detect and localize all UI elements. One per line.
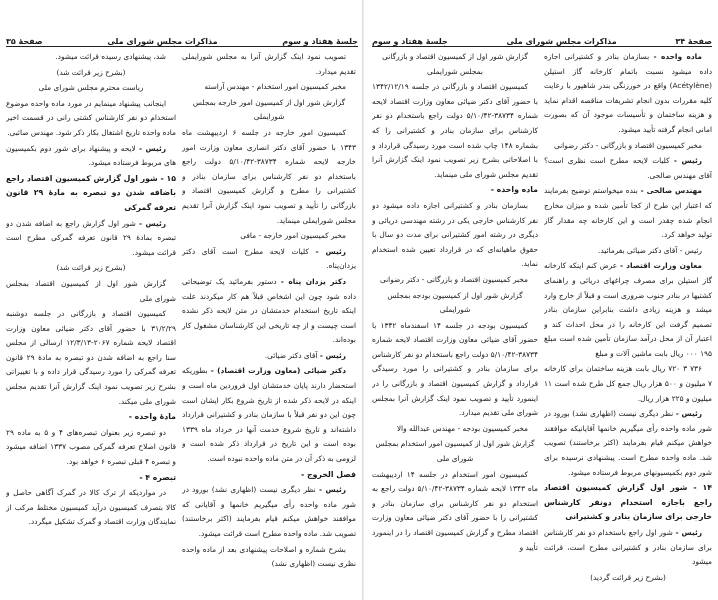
- speech-text: نظر دیگری نیست (اظهاری نشد) بورود در شور ماده واحده رأی میگیریم خانمها و آقایانی که موافقند خواهش میکنم قیام بفرمایند (اکثر برخاستند) تصویب شد. ماده واحده مطرح است قرائت میشود.: [182, 485, 356, 538]
- speech-text: کلیات لایحه مطرح است آقای دکتر یزدان‌پناه.: [182, 246, 356, 271]
- paragraph: (بشرح زیر قرائت شد): [56, 67, 126, 77]
- session-label: جلسهٔ هفتاد و سوم: [282, 37, 358, 46]
- paragraph: گزارش شور اول از کمیسیون امور استخدام بمجلس شورای ملی: [375, 439, 535, 464]
- section-heading: مادهٔ واحده -: [128, 412, 176, 422]
- speaker-name: معاون وزارت اقتصاد -: [620, 261, 702, 271]
- paragraph: [182, 245, 356, 274]
- speech-text: بسازمان بنادر و کشتیرانی اجازه داده میشود نسبت باتمام کارخانه گاز استیلن (Acétylène) واقع در خورزنگی بندر شاهپور با رعایت کلیه مقررات بدون انجام تشریفات مناقصه اقدام نماید و هزینه ساختمان و تأسیسات موجود آن که بصورت امانی انجام گرفته تأیید میشود.: [544, 52, 712, 134]
- paragraph: [182, 275, 356, 348]
- section-heading: فصل الخروج -: [301, 469, 356, 479]
- publication-title: مذاکرات مجلس شورای ملی: [506, 37, 617, 46]
- section-heading: ماده واحده -: [490, 185, 538, 195]
- speaker-name: دکتر ضیائی (معاون وزارت اقتصاد) -: [210, 366, 346, 376]
- paragraph: کمیسیون امور خارجه در جلسه ۶ اردیبهشت ماه ۱۳۴۳ با حضور آقای دکتر انصاری معاون وزارت امور خارجه لایحه شماره ۳۸۷۳۴-۵/۱۰/۴۲ دولت راجع باستخدام دو نفر کارشناس برای سازمان بنادر و کشتیرانی را مطرح و گزارش کمیسیون اقتصاد و بازرگانی را تأیید و تصویب نمود اینک گزارش آنرا تقدیم مجلس شورایملی مینماید.: [182, 127, 356, 225]
- page-number: صفحهٔ ۳۴: [675, 37, 712, 46]
- section-heading: ۱۵ - شور اول گزارش کمیسیون اقتصاد راجع باضافه شدن دو تبصره به مادهٔ ۲۹ قانون تعرفه گمرکی: [6, 173, 176, 212]
- paragraph: بشرح شماره و اصلاحات پیشنهادی بعد از ماده واحده نظری نیست (اظهاری نشد): [182, 544, 356, 569]
- speaker-name: رئیس -: [138, 143, 167, 153]
- paragraph: گزارش شور اول از کمیسیون اقتصاد و بازرگانی بمجلس شورایملی: [382, 52, 528, 76]
- paragraph: مخبر کمیسیون بودجه - مهندس عبدالله والا: [396, 423, 528, 433]
- paragraph: بسازمان بنادر و کشتیرانی اجازه داده میشود دو نفر کارشناس خارجی یکی در رشته مهندسی دریائی و دیگری در رشته امور کشتیرانی برای مدت دو سال با حقوق ماهیانه‌ای که در قرارداد تعیین شده استخدام نماید.: [372, 200, 538, 269]
- page-header: [6, 32, 358, 47]
- speaker-name: رئیس -: [673, 156, 702, 166]
- page-number: صفحهٔ ۳۵: [6, 37, 43, 46]
- speaker-name: رئیس -: [315, 246, 347, 256]
- section-heading: ۱۴ - شور اول گزارش کمیسیون اقتصاد راجع باجازه استخدام دونفر کارشناس خارجی برای سازمان بنادر و کشتیرانی: [544, 483, 712, 522]
- paragraph: (بشرح زیر قرائت شد): [56, 263, 126, 273]
- paragraph: مخبر کمیسیون امور استخدام - مهندس آراسته: [204, 82, 346, 92]
- speaker-name: دکتر یزدان پناه -: [280, 276, 346, 286]
- paragraph: مخبر کمیسیون اقتصاد و بازرگانی - دکتر رضوانی: [553, 140, 702, 150]
- speaker-name: رئیس -: [319, 350, 346, 360]
- speaker-name: ماده واحده -: [653, 52, 702, 61]
- paragraph: گزارش شور اول از کمیسیون امور خارجه بمجلس شورایملی: [192, 97, 346, 122]
- paragraph: [544, 259, 712, 361]
- section-heading: تبصره ۴ -: [139, 472, 176, 482]
- paragraph: در مواردیکه از ترک کالا در گمرک آگاهی حاصل و کالا بتصرف کمیسیون درآید کمیسیون مختلط مرکب از نمایندگان وزارت اقتصاد و گمرک تشکیل میگردد.: [6, 488, 176, 527]
- paragraph: کمیسیون امور استخدام در جلسه ۱۴ اردیبهشت ماه ۱۳۴۳ لایحه شماره ۳۸۷۳۴-۵/۱۰/۴۲ دولت راجع به استخدام دو نفر کارشناس برای سازمان بنادر و کشتیرانی را با حضور آقای دکتر ضیائی معاون وزارت اقتصاد مطرح و گزارش کمیسیون اقتصاد را در اینمورد تأیید و: [372, 469, 538, 552]
- speech-text: نظر دیگری نیست (اظهاری نشد) بورود در شور ماده واحده رأی میگیریم خانمها آقایانیکه موافقند خواهش میکنم قیام بفرمایند (اکثر برخاستند) تصویب شد. ماده واحده مطرح است. پیشنهادی نرسیده برای شور دوم بکمیسیونهای مربوط فرستاده میشود.: [544, 409, 712, 477]
- speaker-name: مهندس صالحی -: [640, 186, 702, 196]
- text-column: [182, 50, 356, 595]
- paragraph: [544, 50, 712, 138]
- paragraph: کمیسیون اقتصاد و بازرگانی در جلسه ۱۳۴۲/۱۲/۱۹ با حضور آقای دکتر ضیائی معاون وزارت اقتصاد لایحه شماره ۳۸۷۳۴-۵/۱۰/۴۲ دولت راجع باستخدام دو نفر کارشناس برای سازمان بنادر و کشتیرانی را که بشماره ۱۴۸ چاپ شده است مورد رسیدگی قرارداد و با اصلاحاتی بشرح زیر تصویب نمود اینک گزارش آنرا تقدیم مجلس شورای ملی مینماید.: [372, 82, 538, 179]
- right-page: [364, 0, 718, 600]
- paragraph: رئیس - آقای دکتر ضیائی بفرمائید.: [597, 245, 702, 255]
- speech-text: بطوریکه استحضار دارند پایان خدمتشان اول فروردین ماه است و اینکه در لایحه ذکر شده از تاریخ شروع بکار ایشان است چون این دو نفر قبلاً با سازمان بنادر و کشتیرانی قرارداد داشته‌اند و تاریخ شروع خدمت آنها در خرداد ماه ۱۳۳۹ بوده است و این تاریخ در قرارداد ذکر شده است و لزومی به ذکر آن در متن ماده واحده نبوده است.: [182, 366, 356, 464]
- text-column: [372, 50, 538, 595]
- speaker-name: رئیس -: [675, 409, 702, 419]
- paragraph: [544, 526, 712, 570]
- paragraph: (بشرح زیر قرائت گردید): [590, 572, 666, 582]
- speaker-name: رئیس -: [318, 485, 346, 495]
- text-column: [6, 50, 176, 595]
- paragraph: دو تبصره زیر بعنوان تبصره‌های ۴ و ۵ به ماده ۲۹ قانون اصلاح تعرفه گمرکی مصوب ۱۳۳۷ اضافه میشود و تبصره ۴ قبلی تبصره ۶ خواهد بود.: [6, 427, 176, 467]
- paragraph: گزارش شور اول از کمیسیون بودجه بمجلس شورایملی: [387, 290, 523, 315]
- paragraph: [544, 184, 712, 242]
- speech-text: بنده میخواستم توضیح بفرمایند که اعتبار این طرح از کجا تأمین شده و میزان مخارج انجام شده چقدر است و این کارخانه چه مقدار گاز تولید خواهد کرد.: [544, 186, 712, 240]
- paragraph: ۷۳۶ ۳ ۷۲۰ ریال بابت هزینه ساختمان برای کارخانه ۷ میلیون و ۵۰۰ هزار ریال جمع کل طرح شده است ۱۱ میلیون و ۲۲۵ هزار ریال.: [544, 364, 712, 403]
- session-label: جلسهٔ هفتاد و سوم: [372, 37, 448, 46]
- paragraph: [6, 217, 176, 261]
- speech-text: شور اول گزارش راجع به اضافه شدن دو تبصره بمادهٔ ۲۹ قانون تعرفه گمرکی مطرح است قرائت میشود.: [6, 218, 176, 257]
- paragraph: اینجانب پیشنهاد مینمایم در مورد ماده واحده موضوع استخدام دو نفر کارشناس کشتی رانی در قسمت اخیر ماده واحده تاریخ اشتغال بکار ذکر شود. مهندس صائبی.: [6, 98, 176, 137]
- paragraph: [544, 407, 712, 480]
- paragraph: مخبر کمیسیون اقتصاد و بازرگانی - دکتر رضوانی: [379, 274, 528, 284]
- paragraph: ریاست محترم مجلس شورای ملی: [38, 83, 144, 93]
- publication-title: مذاکرات مجلس شورای ملی: [107, 37, 218, 46]
- speaker-name: رئیس -: [139, 218, 167, 228]
- paragraph: مخبر کمیسیون امور خارجه - مافی: [240, 231, 346, 241]
- paragraph: [182, 483, 356, 541]
- paragraph: [182, 364, 356, 466]
- speech-text: شور اول راجع باستخدام دو نفر کارشناس برای سازمان بنادر و کشتیرانی مطرح است، قرائت میشود: [544, 528, 712, 567]
- text-column: [544, 50, 712, 595]
- speech-text: آقای دکتر ضیائی.: [264, 350, 320, 360]
- paragraph: [182, 349, 356, 364]
- speech-text: دستور بفرمائید یک توضیحاتی داده شود چون این اشخاص قبلاً هم کار میکردند علت اینکه تاریخ استخدام خدمتشان در متن لایحه ذکر نشده است چیست و از چه تاریخی این کارشناسان مشغول کار بوده‌اند.: [182, 276, 356, 345]
- paragraph: تصویب نمود اینک گزارش آنرا به مجلس شورایملی تقدیم میدارد.: [182, 52, 356, 76]
- paragraph: [544, 154, 712, 183]
- speech-text: عرض کنم اینکه کارخانه گاز استیلن برای مصرف چراغهای دریائی و راهنمای کشتیها در بنادر جنوب ضروری است و قبلاً از خارج وارد میشد و هزینه زیادی داشت بنابراین سازمان بنادر تصمیم گرفت این کارخانه را در محل احداث کند و اعتبار آن از محل درآمد سازمان تأمین شده است مبلغ ۱۹۵ ۰۰۰ ریال بابت ماشین آلات و مبلغ: [544, 261, 712, 358]
- speech-text: کلیات لایحه مطرح است نظری است؟ آقای مهندس صالحی.: [544, 156, 712, 180]
- paragraph: کمیسیون بودجه در جلسه ۱۴ اسفندماه ۱۳۴۲ با حضور آقای ضیائی معاون وزارت اقتصاد لایحه شماره ۳۸۷۳۴-۵/۱۰/۴۲ دولت راجع باستخدام دو نفر کارشناس برای سازمان بنادر و کشتیرانی را مورد رسیدگی قرارداد و گزارش کمیسیون اقتصاد و بازرگانی را در اینمورد تأیید و تصویب نمود اینک گزارش آنرا بمجلس شورای ملی تقدیم میدارد.: [372, 320, 538, 418]
- paragraph: [6, 142, 176, 171]
- page-header: [372, 32, 712, 47]
- paragraph: گزارش شور اول از کمیسیون اقتصاد بمجلس شورای ملی: [6, 278, 176, 303]
- speech-text: لایحه و پیشنهاد برای شور دوم بکمیسیون های مربوط فرستاده میشود.: [6, 143, 176, 168]
- paragraph: کمیسیون اقتصاد و بازرگانی در جلسه دوشنبه ۳۱/۲/۲۹ با حضور آقای دکتر ضیائی معاون وزارت اقتصاد لایحه شماره ۲۰۶۷-۱۲/۳/۱۳ ارسالی از مجلس سنا راجع به اضافه شدن دو تبصره به مادهٔ ۲۹ قانون تعرفه گمرکی را مورد رسیدگی قرار داده و با تغییراتی بشرح زیر تصویب نمود اینک گزارش آنرا تقدیم مجلس شورای ملی میکند.: [6, 309, 176, 406]
- speaker-name: رئیس -: [675, 528, 703, 537]
- paragraph: شد، پیشنهادی رسیده قرائت میشود.: [55, 52, 166, 61]
